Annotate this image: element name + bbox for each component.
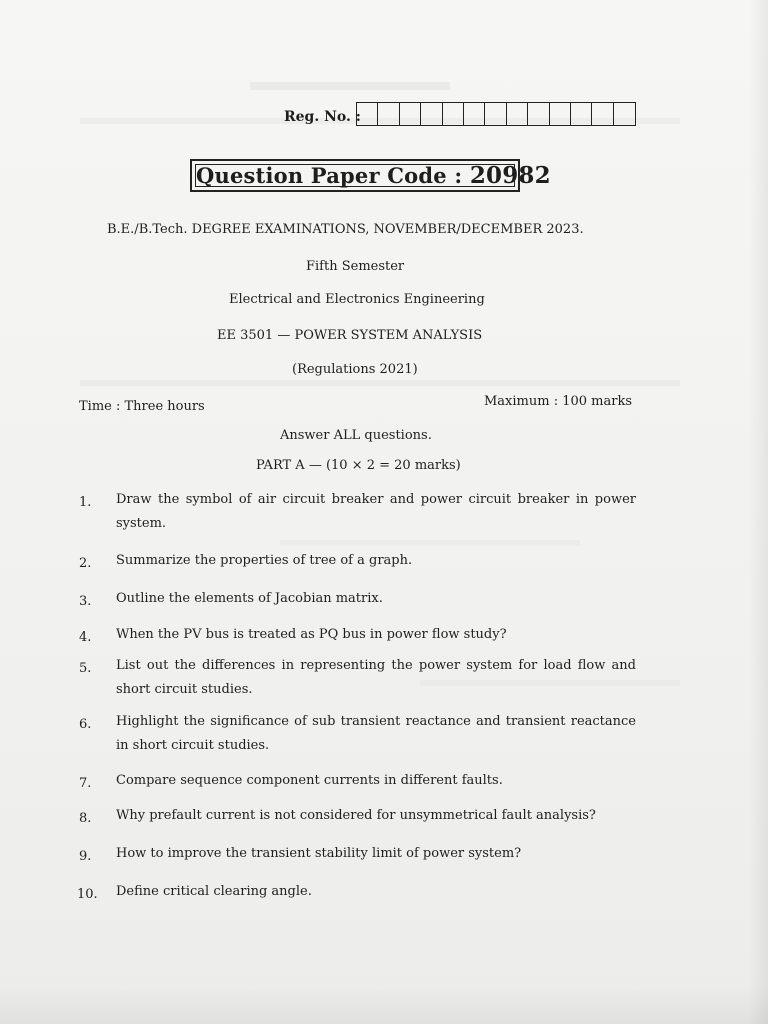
department: Electrical and Electronics Engineering — [229, 292, 485, 307]
reg-no-digit-box — [571, 103, 592, 125]
question-text: Define critical clearing angle. — [116, 884, 312, 899]
reg-no-digit-box — [443, 103, 464, 125]
page-bottom-shadow — [0, 985, 768, 1024]
question-paper-code — [196, 162, 551, 189]
reg-no-label: Reg. No. : — [284, 109, 361, 125]
question-number: 4. — [79, 630, 92, 645]
reg-no-digit-box — [485, 103, 506, 125]
course-title: EE 3501 — POWER SYSTEM ANALYSIS — [217, 328, 483, 343]
question-number: 6. — [79, 717, 92, 732]
semester: Fifth Semester — [306, 259, 405, 274]
question-text: Draw the symbol of air circuit breaker and power circuit breaker in power system. — [116, 492, 636, 531]
reg-no-boxes — [356, 102, 636, 126]
reg-no-digit-box — [357, 103, 378, 125]
question-text: List out the differences in representing the power system for load flow and short circuit studies. — [116, 658, 636, 697]
question-number: 7. — [79, 776, 92, 791]
regulations: (Regulations 2021) — [292, 362, 418, 377]
reg-no-digit-box — [378, 103, 399, 125]
reg-no-digit-box — [507, 103, 528, 125]
question-number: 5. — [79, 661, 92, 676]
question-number: 1. — [79, 495, 92, 510]
reg-no-digit-box — [528, 103, 549, 125]
question-text: Why prefault current is not considered for unsymmetrical fault analysis? — [116, 808, 596, 823]
question-paper-code-label: Question Paper Code : — [196, 163, 470, 188]
question-text: Summarize the properties of tree of a graph. — [116, 553, 413, 568]
question-number: 3. — [79, 594, 92, 609]
question-text: When the PV bus is treated as PQ bus in power flow study? — [116, 627, 507, 642]
exam-time: Time : Three hours — [79, 399, 205, 414]
question-text: Highlight the significance of sub transient reactance and transient reactance in short circuit studies. — [116, 714, 636, 753]
question-text: Outline the elements of Jacobian matrix. — [116, 591, 383, 606]
reverse-side-bleed — [250, 82, 450, 90]
question-text: How to improve the transient stability limit of power system? — [116, 846, 522, 861]
question-text: Compare sequence component currents in different faults. — [116, 773, 503, 788]
page-edge-shadow — [748, 0, 768, 1024]
reg-no-digit-box — [592, 103, 613, 125]
part-heading: PART A — (10 × 2 = 20 marks) — [256, 458, 461, 473]
reg-no-digit-box — [464, 103, 485, 125]
reverse-side-bleed — [280, 540, 580, 546]
question-number: 2. — [79, 556, 92, 571]
reg-no-digit-box — [550, 103, 571, 125]
question-number: 10. — [77, 887, 98, 902]
question-paper-code-value: 20982 — [469, 162, 551, 189]
reg-no-digit-box — [400, 103, 421, 125]
degree-title: B.E./B.Tech. DEGREE EXAMINATIONS, NOVEMBER/DECEMBER 2023. — [107, 222, 584, 237]
reverse-side-bleed — [80, 380, 680, 386]
reg-no-digit-box — [421, 103, 442, 125]
reg-no-digit-box — [614, 103, 635, 125]
maximum-marks: Maximum : 100 marks — [484, 394, 633, 409]
question-number: 8. — [79, 811, 92, 826]
instruction: Answer ALL questions. — [280, 428, 432, 443]
question-number: 9. — [79, 849, 92, 864]
